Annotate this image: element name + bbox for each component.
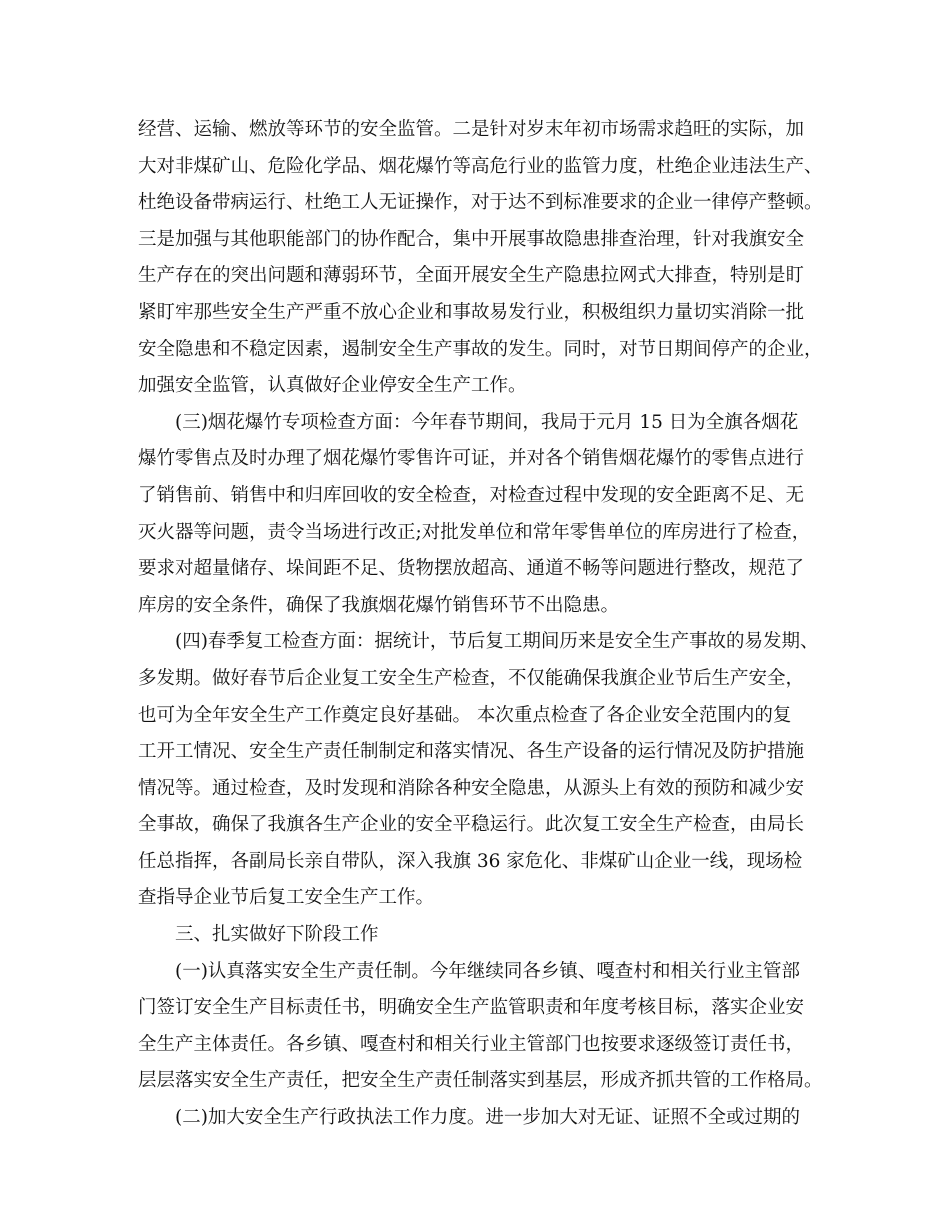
text-line: 库房的安全条件，确保了我旗烟花爆竹销售环节不出隐患。 — [138, 594, 620, 616]
text-line: 爆竹零售点及时办理了烟花爆竹零售许可证，并对各个销售烟花爆竹的零售点进行 — [138, 448, 805, 470]
text-line: (四)春季复工检查方面：据统计，节后复工期间历来是安全生产事故的易发期、 — [138, 631, 819, 653]
text-line: 也可为全年安全生产工作奠定良好基础。 本次重点检查了各企业安全范围内的复 — [138, 704, 792, 726]
text-line: 紧盯牢那些安全生产严重不放心企业和事故易发行业，积极组织力量切实消除一批 — [138, 301, 805, 323]
body-text — [138, 112, 838, 1137]
text-line: 工开工情况、安全生产责任制制定和落实情况、各生产设备的运行情况及防护措施 — [138, 741, 805, 763]
text-line: 层层落实安全生产责任，把安全生产责任制落实到基层，形成齐抓共管的工作格局。 — [138, 1070, 823, 1092]
text-line: 全事故，确保了我旗各生产企业的安全平稳运行。此次复工安全生产检查，由局长 — [138, 814, 805, 836]
text-line: 安全隐患和不稳定因素，遏制安全生产事故的发生。同时，对节日期间停产的企业， — [138, 338, 823, 360]
text-line: (一)认真落实安全生产责任制。今年继续同各乡镇、嘎查村和相关行业主管部 — [138, 960, 800, 982]
text-line: 经营、运输、燃放等环节的安全监管。二是针对岁末年初市场需求趋旺的实际，加 — [138, 119, 805, 140]
text-line: 查指导企业节后复工安全生产工作。 — [138, 887, 435, 909]
text-line: (二)加大安全生产行政执法工作力度。进一步加大对无证、证照不全或过期的 — [138, 1107, 800, 1129]
text-line: 生产存在的突出问题和薄弱环节，全面开展安全生产隐患拉网式大排查，特别是盯 — [138, 265, 805, 287]
text-line: 情况等。通过检查，及时发现和消除各种安全隐患，从源头上有效的预防和减少安 — [138, 777, 805, 799]
text-line: 要求对超量储存、垛间距不足、货物摆放超高、通道不畅等问题进行整改，规范了 — [138, 558, 805, 580]
text-line: 大对非煤矿山、危险化学品、烟花爆竹等高危行业的监管力度，杜绝企业违法生产、 — [138, 155, 823, 177]
text-line: (三)烟花爆竹专项检查方面：今年春节期间，我局于元月 15 日为全旗各烟花 — [138, 411, 799, 433]
text-line: 灭火器等问题，责令当场进行改正;对批发单位和常年零售单位的库房进行了检查， — [138, 521, 811, 543]
text-line: 三是加强与其他职能部门的协作配合，集中开展事故隐患排查治理，针对我旗安全 — [138, 228, 805, 250]
text-line: 门签订安全生产目标责任书，明确安全生产监管职责和年度考核目标，落实企业安 — [138, 997, 805, 1019]
text-line: 多发期。做好春节后企业复工安全生产检查，不仅能确保我旗企业节后生产安全， — [138, 667, 805, 689]
section-heading: 三、扎实做好下阶段工作 — [138, 924, 379, 946]
text-line: 杜绝设备带病运行、杜绝工人无证操作，对于达不到标准要求的企业一律停产整顿。 — [138, 192, 823, 214]
text-line: 任总指挥，各副局长亲自带队，深入我旗 36 家危化、非煤矿山企业一线，现场检 — [138, 850, 803, 872]
text-line: 全生产主体责任。各乡镇、嘎查村和相关行业主管部门也按要求逐级签订责任书， — [138, 1033, 805, 1055]
text-line: 加强安全监管，认真做好企业停安全生产工作。 — [138, 375, 527, 397]
text-line: 了销售前、销售中和归库回收的安全检查，对检查过程中发现的安全距离不足、无 — [138, 484, 805, 506]
